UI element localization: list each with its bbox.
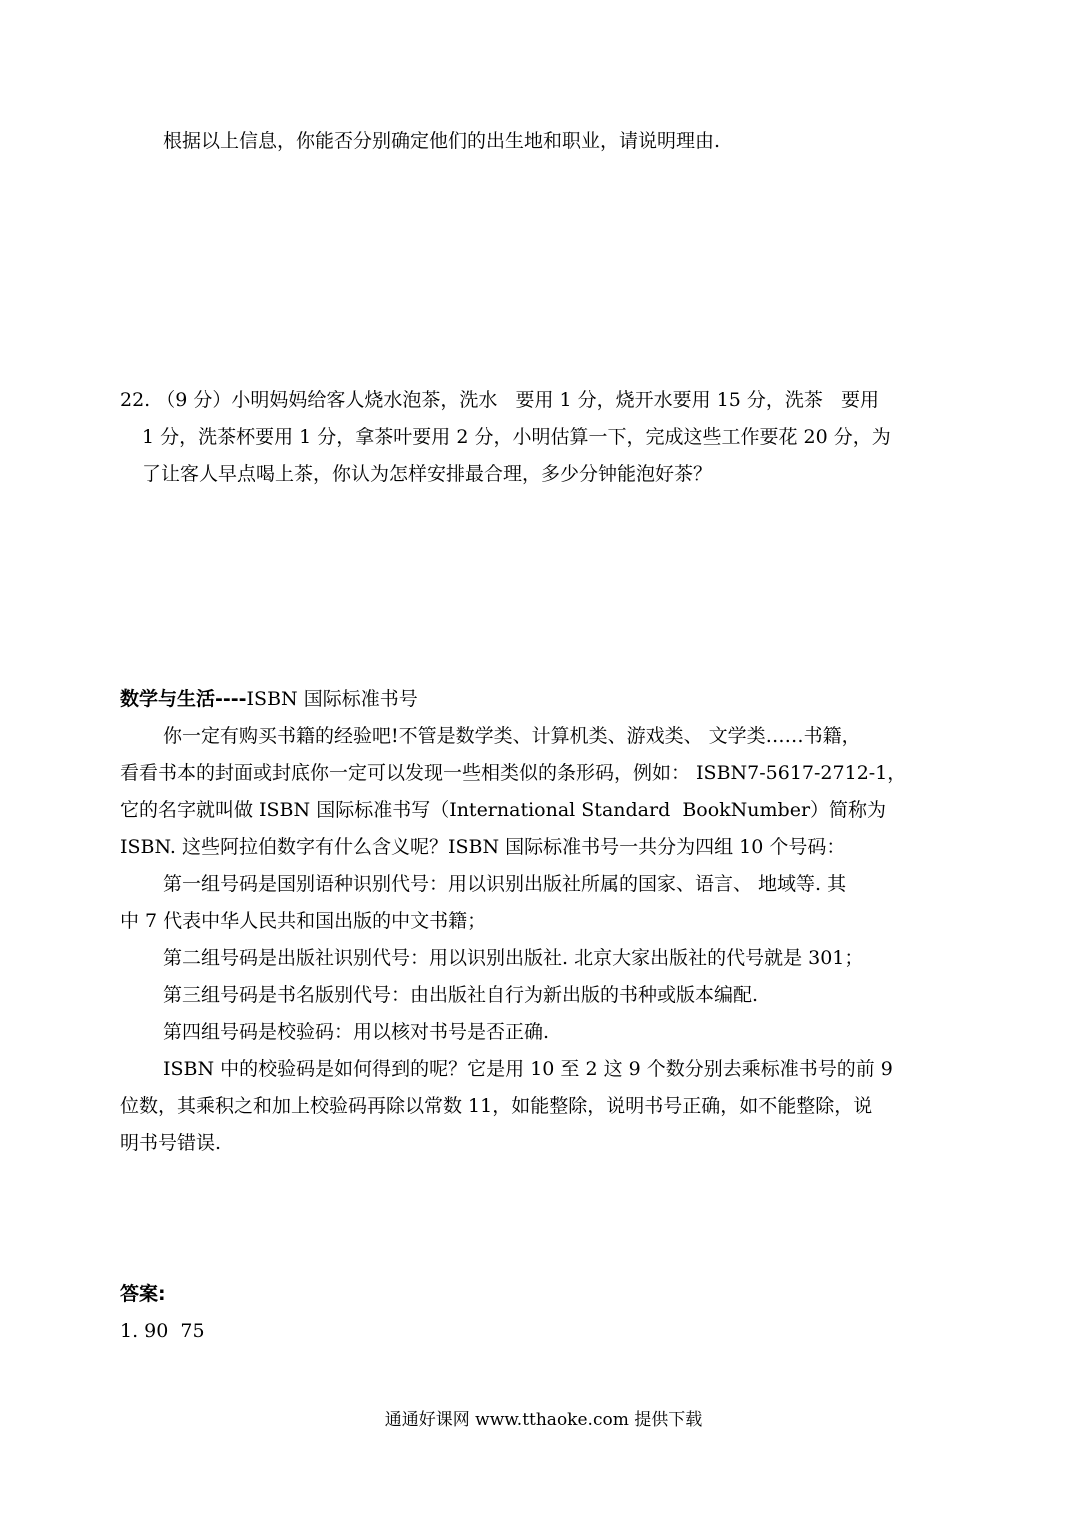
section-title <box>120 686 418 712</box>
paragraph-line: ISBN 中的校验码是如何得到的呢？它是用 10 至 2 这 9 个数分别去乘标准书号的前 9 <box>163 1058 893 1080</box>
question-22-line-1: 22. （9 分）小明妈妈给客人烧水泡茶，洗水 要用 1 分，烧开水要用 15 分，洗茶 要用 <box>120 389 880 411</box>
paragraph-line: 它的名字就叫做 ISBN 国际标准书写（International Standard BookNumber）简称为 <box>120 799 887 821</box>
paragraph-line: 位数，其乘积之和加上校验码再除以常数 11，如能整除，说明书号正确，如不能整除，说 <box>120 1095 873 1117</box>
intro-line: 根据以上信息，你能否分别确定他们的出生地和职业，请说明理由. <box>163 130 721 152</box>
page-footer: 通通好课网 www.tthaoke.com 提供下载 <box>384 1410 703 1430</box>
section-title-rest: ISBN 国际标准书号 <box>246 688 418 710</box>
question-22-line-2: 1 分，洗茶杯要用 1 分，拿茶叶要用 2 分，小明估算一下，完成这些工作要花 20 分，为 <box>142 426 891 448</box>
answer-line-1: 1. 90 75 <box>120 1320 205 1342</box>
paragraph-line: 第二组号码是出版社识别代号：用以识别出版社. 北京大家出版社的代号就是 301； <box>163 947 864 969</box>
paragraph-line: 中 7 代表中华人民共和国出版的中文书籍； <box>120 910 487 932</box>
paragraph-line: ISBN. 这些阿拉伯数字有什么含义呢？ISBN 国际标准书号一共分为四组 10 个号码： <box>120 836 846 858</box>
paragraph-line: 第三组号码是书名版别代号：由出版社自行为新出版的书种或版本编配. <box>163 984 759 1006</box>
question-22-line-3: 了让客人早点喝上茶，你认为怎样安排最合理，多少分钟能泡好茶？ <box>142 463 713 485</box>
paragraph-line: 第四组号码是校验码：用以核对书号是否正确. <box>163 1021 550 1043</box>
paragraph-line: 第一组号码是国别语种识别代号：用以识别出版社所属的国家、语言、 地域等. 其 <box>163 873 847 895</box>
paragraph-line: 明书号错误. <box>120 1132 222 1154</box>
paragraph-line: 看看书本的封面或封底你一定可以发现一些相类似的条形码，例如： ISBN7-5617-2712-1， <box>120 762 907 784</box>
paragraph-line: 你一定有购买书籍的经验吧!不管是数学类、计算机类、游戏类、 文学类……书籍， <box>163 725 861 747</box>
answers-title: 答案: <box>120 1283 166 1305</box>
section-title-bold: 数学与生活---- <box>120 688 247 710</box>
